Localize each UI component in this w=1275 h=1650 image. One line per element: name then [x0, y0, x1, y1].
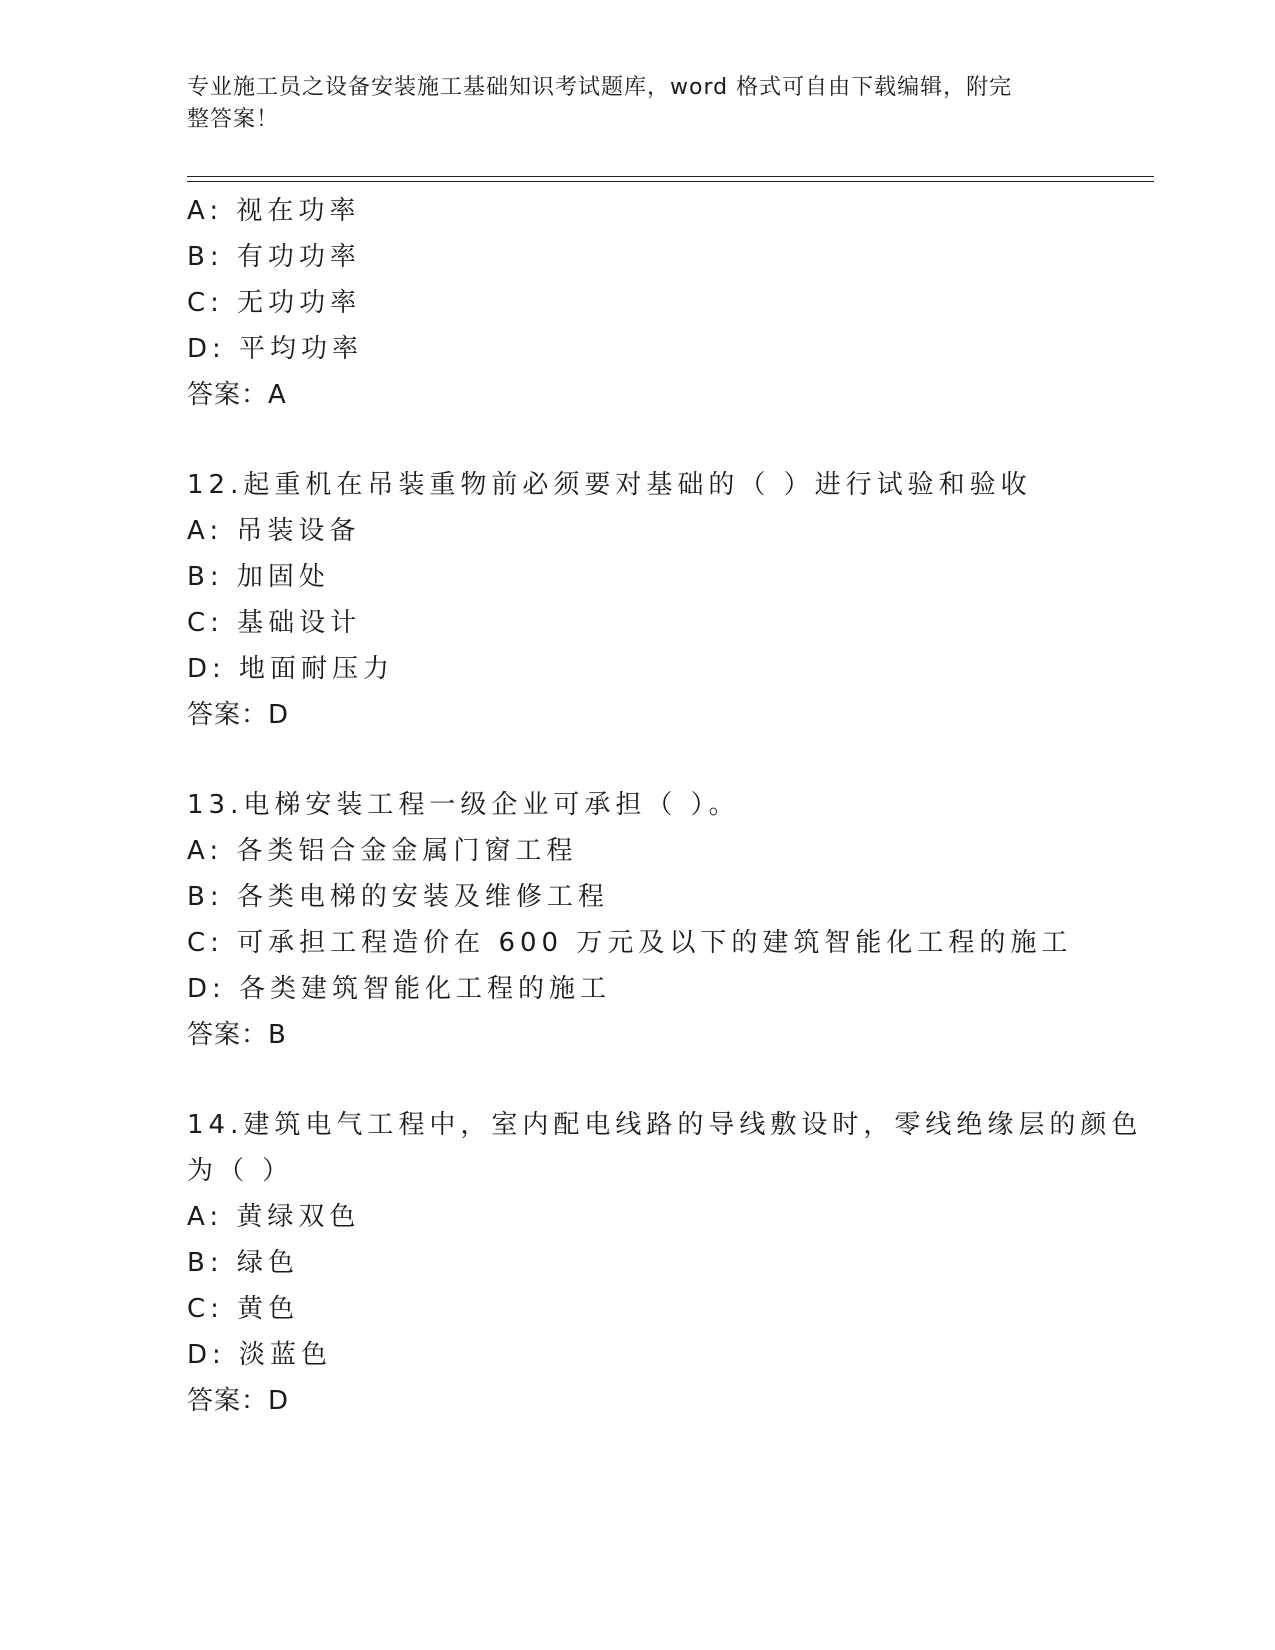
- header-line-2: 整答案！: [187, 107, 280, 132]
- option-b: B: 绿色: [187, 1248, 299, 1278]
- option-a: A: 黄绿双色: [187, 1202, 361, 1232]
- option-a: A: 吊装设备: [187, 516, 361, 546]
- question-text: 13.电梯安装工程一级企业可承担（ ）。: [187, 790, 740, 820]
- spacer: [187, 418, 1087, 462]
- answer: 答案：B: [187, 1020, 287, 1050]
- header-divider-bottom: [187, 181, 1154, 182]
- question-13: [187, 782, 1087, 1058]
- spacer: [187, 738, 1087, 782]
- answer: 答案：D: [187, 700, 290, 730]
- question-text: 12.起重机在吊装重物前必须要对基础的（ ）进行试验和验收: [187, 470, 1032, 500]
- option-b: B: 有功功率: [187, 242, 361, 272]
- question-11: [187, 188, 1087, 418]
- option-d: D: 地面耐压力: [187, 654, 395, 684]
- answer: 答案：A: [187, 380, 287, 410]
- question-14: [187, 1102, 1143, 1424]
- option-b: B: 各类电梯的安装及维修工程: [187, 882, 609, 912]
- page-header: [187, 72, 1067, 136]
- option-c: C: 基础设计: [187, 608, 362, 638]
- option-c: C: 可承担工程造价在 600 万元及以下的建筑智能化工程的施工: [187, 928, 1073, 958]
- option-c: C: 无功功率: [187, 288, 362, 318]
- answer: 答案：D: [187, 1386, 290, 1416]
- option-b: B: 加固处: [187, 562, 330, 592]
- header-line-1: 专业施工员之设备安装施工基础知识考试题库，word 格式可自由下载编辑，附完: [187, 75, 1013, 100]
- question-list: [187, 188, 1143, 1424]
- question-text-line-2: 为（ ）: [187, 1156, 294, 1186]
- question-12: [187, 462, 1087, 738]
- question-text-line-1: 14.建筑电气工程中，室内配电线路的导线敷设时，零线绝缘层的颜色: [187, 1110, 1143, 1140]
- option-a: A: 各类铝合金金属门窗工程: [187, 836, 578, 866]
- header-divider-top: [187, 176, 1154, 177]
- option-d: D: 平均功率: [187, 334, 364, 364]
- option-a: A: 视在功率: [187, 196, 361, 226]
- option-c: C: 黄色: [187, 1294, 300, 1324]
- option-d: D: 各类建筑智能化工程的施工: [187, 974, 612, 1004]
- option-d: D: 淡蓝色: [187, 1340, 333, 1370]
- spacer: [187, 1058, 1087, 1102]
